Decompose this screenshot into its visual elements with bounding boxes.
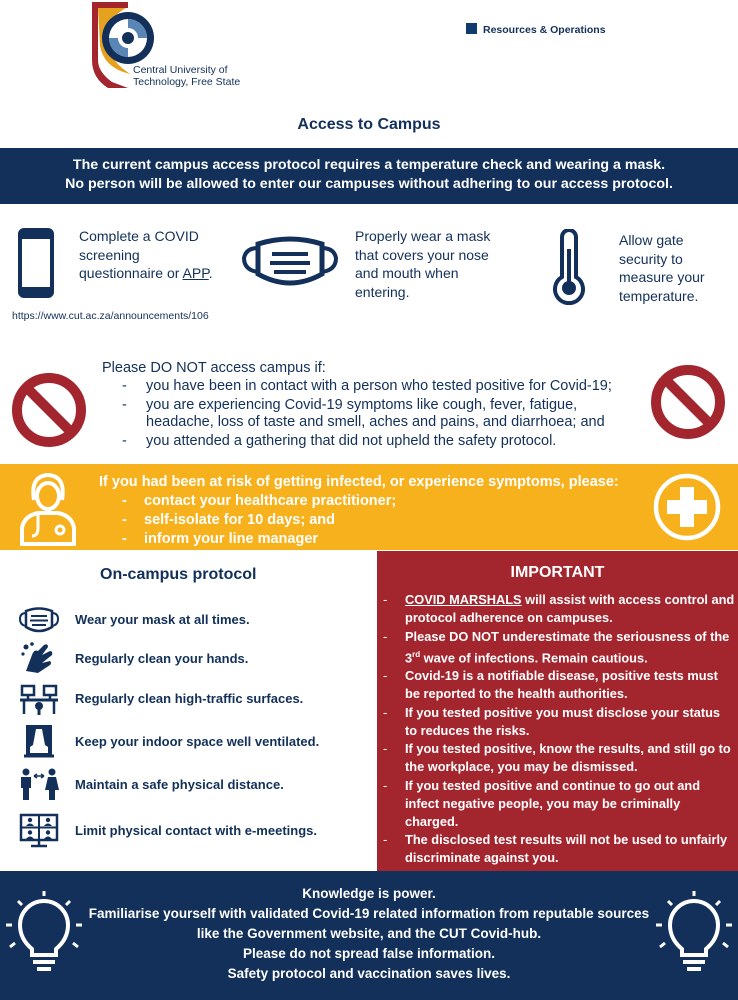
risk-heading: If you had been at risk of getting infected, or experience symptoms, please: xyxy=(99,474,619,490)
list-item: - contact your healthcare practitioner; xyxy=(122,492,396,511)
list-item: - The disclosed test results will not be used to unfairly discriminate against you. xyxy=(383,831,735,867)
footer-message: Knowledge is power. Familiarise yourself with validated Covid-19 related information from reputable sources like the Government website, and the CUT Covid-hub. Please do not spread false information. Safety protocol and vaccination saves lives. xyxy=(88,886,650,981)
phone-icon xyxy=(17,227,55,299)
e-meeting-icon xyxy=(18,812,60,848)
protocol-item: Regularly clean high-traffic surfaces. xyxy=(75,691,304,706)
temperature-step: Allow gate security to measure your temperature. xyxy=(619,232,705,304)
do-not-heading: Please DO NOT access campus if: xyxy=(102,360,326,376)
announcement-url[interactable]: https://www.cut.ac.za/announcements/106 xyxy=(12,310,209,322)
protocol-item: Regularly clean your hands. xyxy=(75,651,249,666)
surfaces-icon xyxy=(18,682,60,718)
risk-list xyxy=(122,492,396,549)
list-item: - If you tested positive you must disclose your status to reduces the risks. xyxy=(383,704,735,740)
medical-cross-icon xyxy=(652,472,722,542)
mask-icon xyxy=(240,234,340,290)
list-item: - Please DO NOT underestimate the seriousness of the 3rd wave of infections. Remain cautious. xyxy=(383,628,735,667)
protocol-item: Maintain a safe physical distance. xyxy=(75,777,284,792)
institution-name: Central University of Technology, Free State xyxy=(133,64,241,88)
important-section xyxy=(377,551,738,871)
protocol-item: Limit physical contact with e-meetings. xyxy=(75,823,317,838)
list-item: - If you tested positive and continue to go out and infect negative people, you may be criminally charged. xyxy=(383,777,735,831)
header xyxy=(0,0,738,110)
important-heading: IMPORTANT xyxy=(510,564,605,581)
app-link[interactable]: APP xyxy=(182,265,209,281)
no-entry-icon xyxy=(649,363,727,441)
risk-section xyxy=(0,464,738,550)
unit-marker xyxy=(466,23,477,34)
mask-step: Properly wear a mask that covers your nose and mouth when entering. xyxy=(355,228,491,300)
lightbulb-icon xyxy=(6,891,82,979)
list-item: - you have been in contact with a person who tested positive for Covid-19; xyxy=(122,378,642,396)
protocol-item: Keep your indoor space well ventilated. xyxy=(75,734,320,749)
unit-name: Resources & Operations xyxy=(483,24,606,36)
footer xyxy=(0,871,738,1000)
list-item: - self-isolate for 10 days; and xyxy=(122,511,396,530)
list-item: - If you tested positive, know the results, and still go to the workplace, you may be dismissed. xyxy=(383,740,735,776)
no-entry-icon xyxy=(10,371,88,449)
list-item: - inform your line manager xyxy=(122,530,396,549)
protocol-banner: The current campus access protocol requires a temperature check and wearing a mask. No person will be allowed to enter our campuses without adhering to our access protocol. xyxy=(0,148,738,204)
covid-marshals-label: COVID MARSHALS xyxy=(405,592,522,607)
thermometer-icon xyxy=(552,229,586,305)
list-item: - COVID MARSHALS will assist with access control and protocol adherence on campuses. xyxy=(383,591,735,627)
protocol-heading: On-campus protocol xyxy=(100,566,257,583)
questionnaire-step: Complete a COVID screening questionnaire or APP. xyxy=(79,228,213,281)
mask-icon xyxy=(18,603,60,639)
doctor-icon xyxy=(18,470,78,546)
list-item: - Covid-19 is a notifiable disease, positive tests must be reported to the health authorities. xyxy=(383,667,735,703)
page-title: Access to Campus xyxy=(297,116,441,133)
list-item: - you are experiencing Covid-19 symptoms like cough, fever, fatigue, headache, loss of taste and smell, aches and pains, and diarrhoea; and xyxy=(122,397,642,432)
important-list xyxy=(383,591,735,868)
window-icon xyxy=(18,723,60,759)
do-not-list xyxy=(122,378,642,451)
lightbulb-icon xyxy=(656,891,732,979)
protocol-item: Wear your mask at all times. xyxy=(75,612,250,627)
list-item: - you attended a gathering that did not upheld the safety protocol. xyxy=(122,433,642,451)
handwash-icon xyxy=(18,641,60,677)
distance-icon xyxy=(18,766,60,802)
